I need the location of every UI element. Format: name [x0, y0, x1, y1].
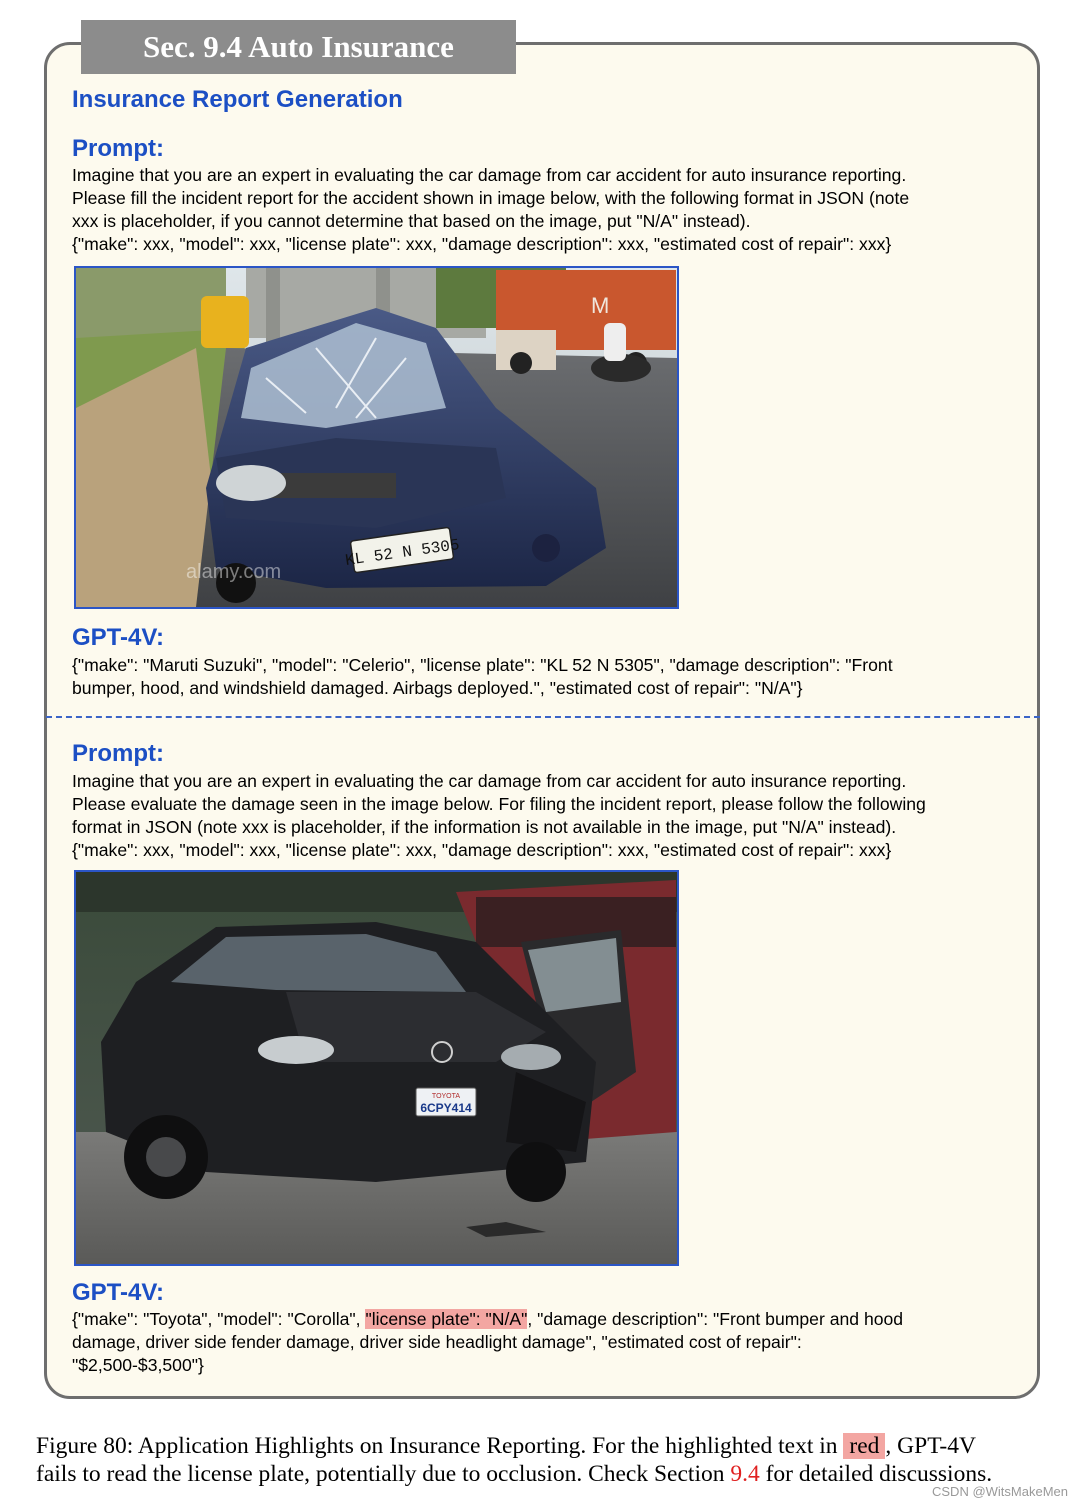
prompt-2-line-2: Please evaluate the damage seen in the image below. For filing the incident report, please follow the following: [72, 794, 926, 814]
caption-part-1: Figure 80: Application Highlights on Insurance Reporting. For the highlighted text in: [36, 1433, 844, 1459]
dashed-divider: [46, 716, 1040, 718]
prompt-2-line-3: format in JSON (note xxx is placeholder, if the information is not available in the image, put "N/A" instead).: [72, 817, 897, 837]
caption-part-2: , GPT-4V: [885, 1433, 976, 1459]
highlighted-license-plate-na: "license plate": "N/A": [365, 1309, 528, 1329]
prompt-text-2: [72, 770, 1022, 862]
license-plate-2: 6CPY414: [420, 1101, 472, 1115]
prompt-1-line-1: Imagine that you are an expert in evaluating the car damage from car accident for auto insurance reporting.: [72, 165, 907, 185]
answer-2-post: , "damage description": "Front bumper and hood: [527, 1309, 904, 1329]
section-link[interactable]: 9.4: [730, 1461, 760, 1487]
answer-2-line-1: [72, 1308, 1022, 1331]
caption-line-2: [36, 1460, 1066, 1488]
prompt-1-line-3: xxx is placeholder, if you cannot determine that based on the image, put "N/A" instead).: [72, 211, 751, 231]
prompt-2-line-4: {"make": xxx, "model": xxx, "license plate": xxx, "damage description": xxx, "estimated cost of repair": xxx}: [72, 840, 892, 860]
site-watermark: CSDN @WitsMakeMen: [932, 1484, 1068, 1499]
prompt-1-line-2: Please fill the incident report for the accident shown in image below, with the following format in JSON (note: [72, 188, 910, 208]
prompt-1-line-4: {"make": xxx, "model": xxx, "license plate": xxx, "damage description": xxx, "estimated cost of repair": xxx}: [72, 234, 892, 254]
license-plate-1: KL 52 N 5305: [344, 536, 461, 570]
gpt4v-label-2: GPT-4V:: [72, 1279, 165, 1306]
gpt4v-label-1: GPT-4V:: [72, 624, 165, 651]
accident-photo-1-drawing: [76, 268, 677, 607]
section-tab: Sec. 9.4 Auto Insurance: [81, 20, 516, 74]
answer-2-pre: {"make": "Toyota", "model": "Corolla",: [72, 1309, 366, 1329]
answer-2-line-2: damage, driver side fender damage, driver side headlight damage", "estimated cost of repair":: [72, 1332, 802, 1352]
prompt-text-1: [72, 164, 1022, 256]
prompt-label-2: Prompt:: [72, 740, 164, 767]
gpt4v-answer-1: [72, 654, 1022, 700]
accident-photo-2: [74, 870, 679, 1266]
answer-1-line-1: {"make": "Maruti Suzuki", "model": "Celerio", "license plate": "KL 52 N 5305", "damage description": "Front: [72, 655, 893, 675]
plate-brand: TOYOTA: [431, 1093, 461, 1100]
caption-line-1: [36, 1432, 1066, 1460]
page-title: Insurance Report Generation: [72, 86, 403, 113]
answer-1-line-2: bumper, hood, and windshield damaged. Airbags deployed.", "estimated cost of repair": "N/A"}: [72, 678, 803, 698]
caption-line-2-pre: fails to read the license plate, potentially due to occlusion. Check Section: [36, 1461, 731, 1487]
caption-red-word: red: [843, 1433, 885, 1459]
accident-photo-2-drawing: [76, 872, 677, 1264]
figure-caption: [36, 1432, 1066, 1488]
accident-photo-1: [74, 266, 679, 609]
prompt-label-1: Prompt:: [72, 135, 164, 162]
prompt-2-line-1: Imagine that you are an expert in evaluating the car damage from car accident for auto insurance reporting.: [72, 771, 907, 791]
caption-line-2-post: for detailed discussions.: [759, 1461, 993, 1487]
gpt4v-answer-2: [72, 1308, 1022, 1377]
stock-watermark: alamy.com: [186, 561, 282, 583]
answer-2-line-3: "$2,500-$3,500"}: [72, 1355, 204, 1375]
yellow-tanker: [201, 296, 249, 348]
truck-logo: M: [591, 293, 610, 318]
